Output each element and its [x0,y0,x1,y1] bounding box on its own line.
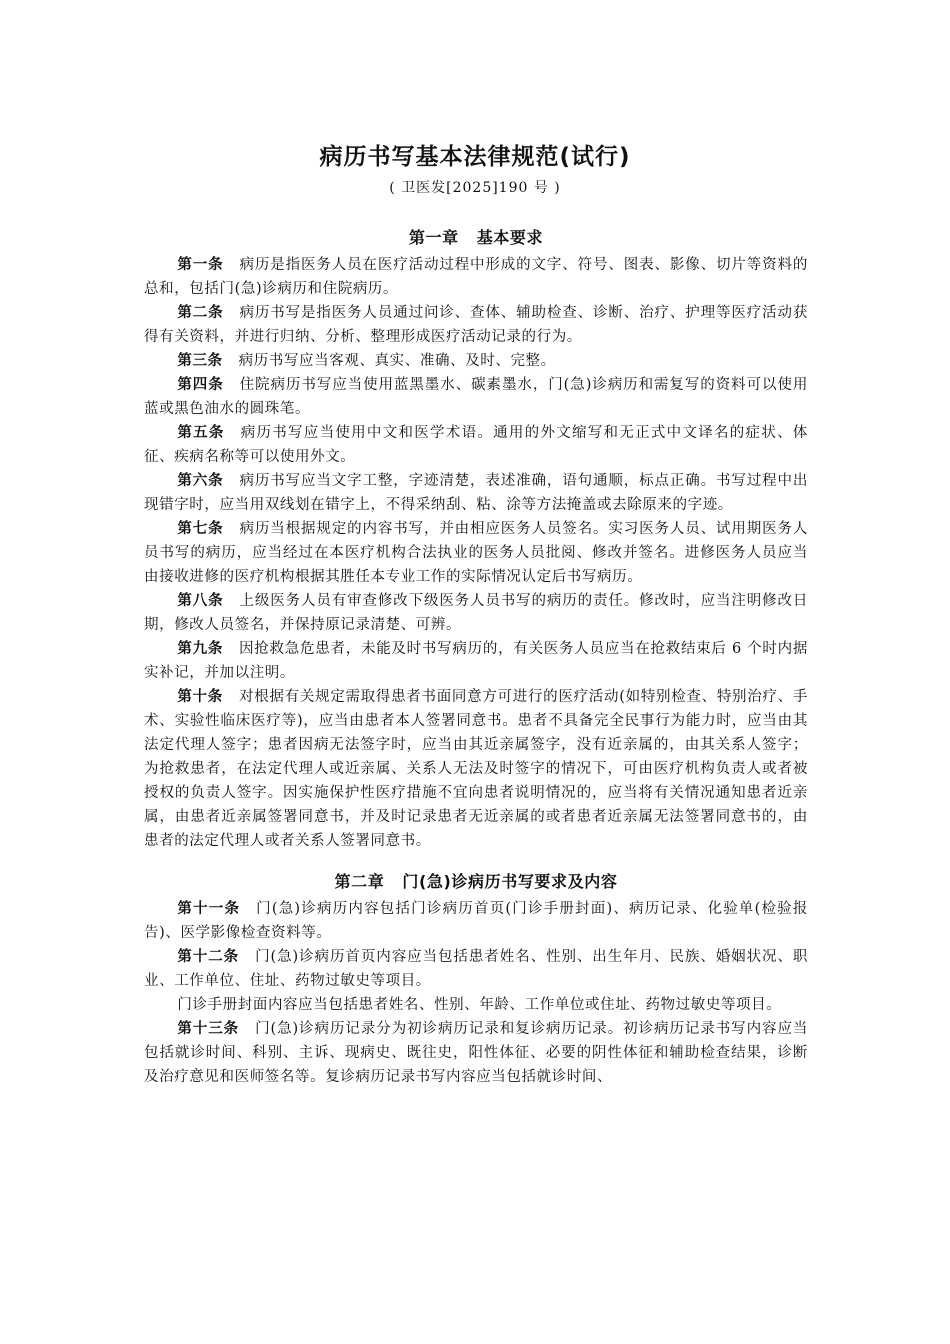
article-paragraph [144,897,808,945]
article-text: 门诊手册封面内容应当包括患者姓名、性别、年龄、工作单位或住址、药物过敏史等项目。 [177,997,782,1013]
article-paragraph [144,993,808,1017]
article-label: 第五条 [177,425,225,441]
chapter-heading-2 [144,869,808,895]
article-label: 第三条 [177,353,223,369]
article-paragraph [144,517,808,589]
article-paragraph [144,1017,808,1089]
article-label: 第二条 [177,305,224,321]
article-label: 第六条 [177,473,224,489]
article-text: 病历书写应当客观、真实、准确、及时、完整。 [238,353,556,369]
article-paragraph [144,421,808,469]
article-text: 病历是指医务人员在医疗活动过程中形成的文字、符号、图表、影像、切片等资料的总和，包括门(急)诊病历和住院病历。 [144,257,808,297]
article-paragraph [144,945,808,993]
chapter-1-articles [144,253,808,853]
article-label: 第八条 [177,593,224,609]
article-label: 第十三条 [177,1021,240,1037]
article-paragraph [144,589,808,637]
article-paragraph [144,637,808,685]
article-label: 第十条 [177,689,223,705]
article-text: 病历书写应当文字工整，字迹清楚，表述准确，语句通顺，标点正确。书写过程中出现错字时，应当用双线划在错字上，不得采纳刮、粘、涂等方法掩盖或去除原来的字迹。 [144,473,808,513]
article-text: 门(急)诊病历内容包括门诊病历首页(门诊手册封面)、病历记录、化验单(检验报告)、医学影像检查资料等。 [144,901,808,941]
chapter-number: 第一章 [408,228,459,247]
document-number: ( 卫医发[2025]190 号 ) [389,180,561,196]
article-text: 门(急)诊病历记录分为初诊病历记录和复诊病历记录。初诊病历记录书写内容应当包括就诊时间、科别、主诉、现病史、既往史，阳性体征、必要的阴性体征和辅助检查结果，诊断及治疗意见和医师签名等。复诊病历记录书写内容应当包括就诊时间、 [144,1021,808,1085]
chapter-heading-1 [144,225,808,251]
article-text: 上级医务人员有审查修改下级医务人员书写的病历的责任。修改时，应当注明修改日期，修改人员签名，并保持原记录清楚、可辨。 [144,593,808,633]
article-label: 第十一条 [177,901,241,917]
article-paragraph [144,349,808,373]
article-text: 门(急)诊病历首页内容应当包括患者姓名、性别、出生年月、民族、婚姻状况、职业、工作单位、住址、药物过敏史等项目。 [144,949,808,989]
chapter-name: 门(急)诊病历书写要求及内容 [402,872,618,891]
article-paragraph [144,685,808,853]
article-text: 因抢救急危患者，未能及时书写病历的，有关医务人员应当在抢救结束后 6 个时内据实补记，并加以注明。 [144,641,808,681]
article-label: 第十二条 [177,949,240,965]
document-body [144,225,808,1089]
chapter-2-articles [144,897,808,1089]
article-text: 病历书写应当使用中文和医学术语。通用的外文缩写和无正式中文译名的症状、体征、疾病名称等可以使用外文。 [144,425,808,465]
document-title: 病历书写基本法律规范(试行) [319,144,631,170]
article-paragraph [144,373,808,421]
article-label: 第一条 [177,257,224,273]
article-label: 第九条 [177,641,224,657]
article-text: 病历当根据规定的内容书写，并由相应医务人员签名。实习医务人员、试用期医务人员书写的病历，应当经过在本医疗机构合法执业的医务人员批阅、修改并签名。进修医务人员应当由接收进修的医疗机构根据其胜任本专业工作的实际情况认定后书写病历。 [144,521,808,585]
article-text: 病历书写是指医务人员通过问诊、查体、辅助检查、诊断、治疗、护理等医疗活动获得有关资料，并进行归纳、分析、整理形成医疗活动记录的行为。 [144,305,808,345]
article-label: 第四条 [177,377,224,393]
article-paragraph [144,301,808,349]
chapter-name: 基本要求 [476,228,544,247]
article-paragraph [144,253,808,301]
article-label: 第七条 [177,521,224,537]
article-paragraph [144,469,808,517]
chapter-number: 第二章 [334,872,385,891]
article-text: 住院病历书写应当使用蓝黑墨水、碳素墨水，门(急)诊病历和需复写的资料可以使用蓝或黑色油水的圆珠笔。 [144,377,808,417]
article-text: 对根据有关规定需取得患者书面同意方可进行的医疗活动(如特别检查、特别治疗、手术、实验性临床医疗等)，应当由患者本人签署同意书。患者不具备完全民事行为能力时，应当由其法定代理人签字；患者因病无法签字时，应当由其近亲属签字，没有近亲属的，由其关系人签字；为抢救患者，在法定代理人或近亲属、关系人无法及时签字的情况下，可由医疗机构负责人或者被授权的负责人签字。因实施保护性医疗措施不宜向患者说明情况的，应当将有关情况通知患者近亲属，由患者近亲属签署同意书，并及时记录患者无近亲属的或者患者近亲属无法签署同意书的，由患者的法定代理人或者关系人签署同意书。 [144,689,808,849]
